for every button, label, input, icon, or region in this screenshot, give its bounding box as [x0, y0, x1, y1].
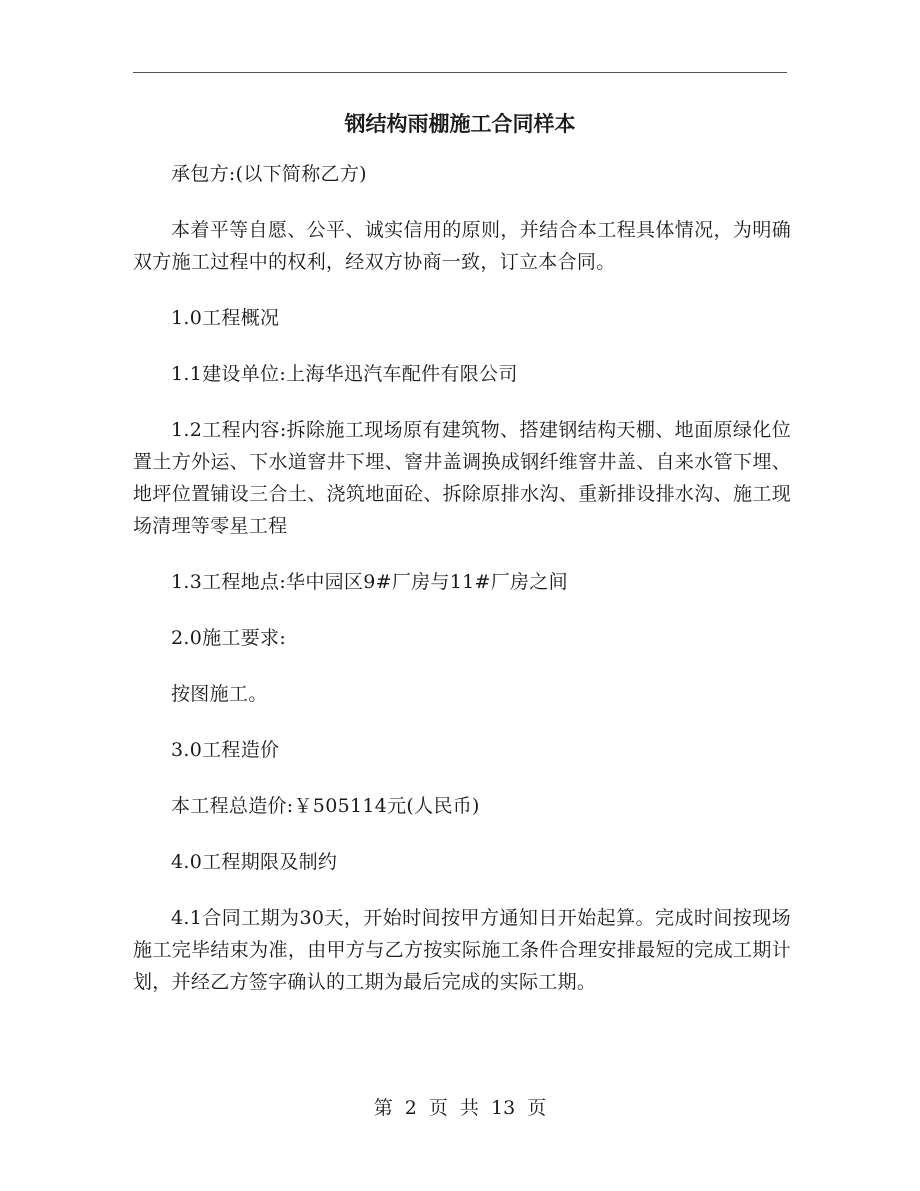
document-body: [133, 158, 791, 1022]
paragraph-1-1: 1.1建设单位:上海华迅汽车配件有限公司: [171, 363, 518, 385]
paragraph-3-body: 本工程总造价:￥505114元(人民币): [171, 795, 480, 817]
paragraph-4-1: 4.1合同工期为30天，开始时间按甲方通知日开始起算。完成时间按现场施工完毕结束为准，由甲方与乙方按实际施工条件合理安排最短的完成工期计划，并经乙方签字确认的工期为最后完成的实际工期。: [133, 907, 791, 993]
paragraph-preamble: 本着平等自愿、公平、诚实信用的原则，并结合本工程具体情况，为明确双方施工过程中的权利，经双方协商一致，订立本合同。: [133, 219, 791, 273]
header-rule: [133, 72, 787, 73]
paragraph-2-body: 按图施工。: [171, 683, 268, 705]
section-heading-1-0: 1.0工程概况: [171, 307, 280, 329]
section-heading-3-0: 3.0工程造价: [171, 739, 280, 761]
document-title: 钢结构雨棚施工合同样本: [344, 111, 576, 136]
paragraph-1-3: 1.3工程地点:华中园区9#厂房与11#厂房之间: [171, 571, 568, 593]
paragraph-1-2: 1.2工程内容:拆除施工现场原有建筑物、搭建钢结构天棚、地面原绿化位置土方外运、下水道窨井下埋、窨井盖调换成钢纤维窨井盖、自来水管下埋、地坪位置铺设三合土、浇筑地面砼、拆除原排水沟、重新排设排水沟、施工现场清理等零星工程: [133, 419, 791, 537]
section-heading-4-0: 4.0工程期限及制约: [171, 851, 338, 873]
paragraph-contractor: 承包方:(以下简称乙方): [171, 163, 367, 185]
page-number: 第 2 页 共 13 页: [373, 1097, 547, 1119]
section-heading-2-0: 2.0施工要求:: [171, 627, 287, 649]
